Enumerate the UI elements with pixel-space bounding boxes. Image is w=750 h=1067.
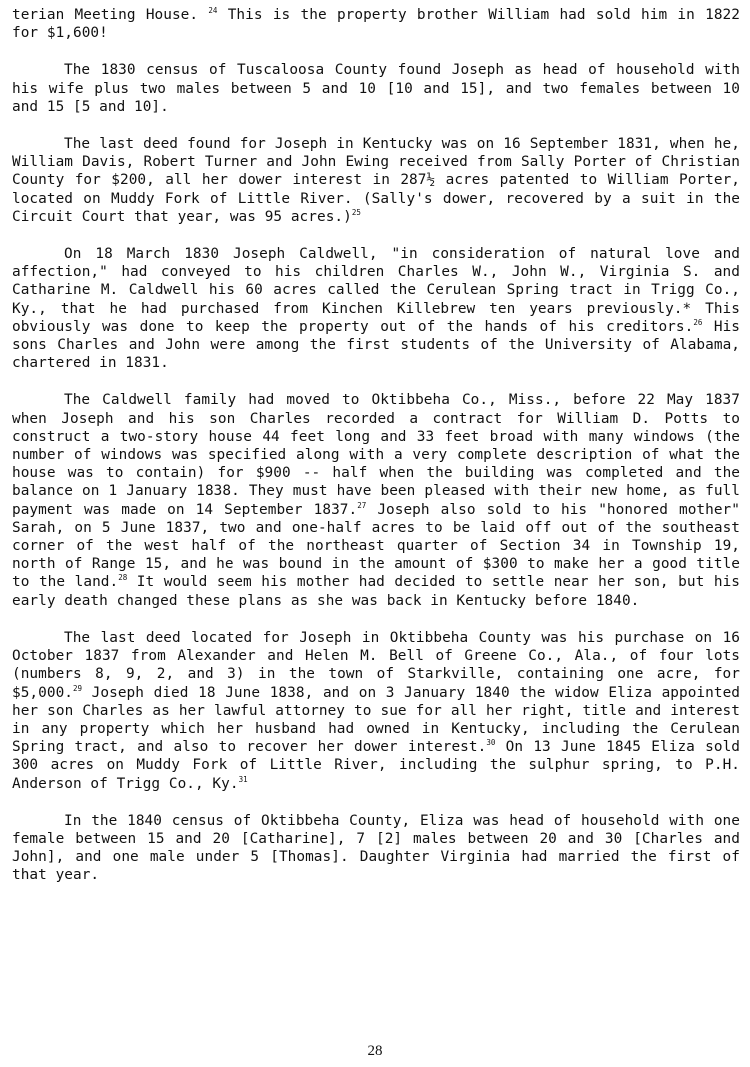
paragraph-text: Joseph also sold to his "honored mother" Sarah, on 5 June 1837, two and one-half acres to be laid off out of the southeast corner of the west half of the northeast quarter of Section 34 in Township 19, north of Range 15, and he was bound in the amount of $300 to make her a good title to the land. <box>12 501 740 591</box>
paragraph-2 <box>12 61 740 116</box>
footnote-ref: 31 <box>238 774 248 784</box>
paragraph-text: This is the property brother William had sold him in 1822 for $1,600! <box>12 7 740 42</box>
footnote-ref: 27 <box>357 500 367 510</box>
footnote-ref: 29 <box>73 683 83 693</box>
paragraph-text: Joseph died 18 June 1838, and on 3 January 1840 the widow Eliza appointed her son Charles as her lawful attorney to sue for all her right, title and interest in any property which her husband had owned in Kentucky, including the Cerulean Spring tract, and also to recover her dower interest. <box>12 684 740 756</box>
footnote-ref: 26 <box>693 317 703 327</box>
paragraph-text: In the 1840 census of Oktibbeha County, Eliza was head of household with one female between 15 and 20 [Catharine], 7 [2] males between 20 and 30 [Charles and John], and one male under 5 [Thomas]. Daughter Virginia had married the first of that year. <box>12 812 740 884</box>
paragraph-text: On 18 March 1830 Joseph Caldwell, "in consideration of natural love and affection," had conveyed to his children Charles W., John W., Virginia S. and Catharine M. Caldwell his 60 acres called the Cerulean Spring tract in Trigg Co., Ky., that he had purchased from Kinchen Killebrew ten years previously.* This obviously was done to keep the property out of the hands of his creditors. <box>12 246 740 335</box>
paragraph-text: His sons Charles and John were among the first students of the University of Alabama, chartered in 1831. <box>12 318 741 372</box>
paragraph-text: The last deed found for Joseph in Kentucky was on 16 September 1831, when he, William Davis, Robert Turner and John Ewing received from Sally Porter of Christian County for $200, all her dower interest in 287½ acres patented to William Porter, located on Muddy Fork of Little River. (Sally's dower, recovered by a suit in the Circuit Court that year, was 95 acres.) <box>12 136 740 225</box>
paragraph-4 <box>12 245 740 372</box>
paragraph-text: The last deed located for Joseph in Oktibbeha County was his purchase on 16 October 1837 from Alexander and Helen M. Bell of Greene Co., Ala., of four lots (numbers 8, 9, 2, and 3) in the town of Starkville, containing one acre, for $5,000. <box>12 629 740 701</box>
paragraph-7 <box>12 812 740 885</box>
paragraph-text: It would seem his mother had decided to settle near her son, but his early death changed these plans as she was back in Kentucky before 1840. <box>12 574 740 609</box>
paragraph-text: The Caldwell family had moved to Oktibbeha Co., Miss., before 22 May 1837 when Joseph and his son Charles recorded a contract for William D. Potts to construct a two-story house 44 feet long and 33 feet broad with many windows (the number of windows was specified along with a very complete description of what the house was to contain) for $900 -- half when the building was completed and the balance on 1 January 1838. They must have been pleased with their new home, as full payment was made on 14 September 1837. <box>12 392 740 518</box>
paragraph-text: On 13 June 1845 Eliza sold 300 acres on Muddy Fork of Little River, including the sulphur spring, to P.H. Anderson of Trigg Co., Ky. <box>12 739 740 792</box>
paragraph-3 <box>12 135 740 226</box>
paragraph-text: terian Meeting House. <box>12 7 209 23</box>
footnote-ref: 30 <box>486 738 496 748</box>
paragraph-6 <box>12 629 740 793</box>
footnote-ref: 25 <box>351 207 361 217</box>
document-page <box>12 6 740 904</box>
paragraph-5 <box>12 391 740 609</box>
footnote-ref: 28 <box>118 573 128 583</box>
paragraph-1 <box>12 6 740 42</box>
footnote-ref: 24 <box>208 6 218 15</box>
paragraph-text: The 1830 census of Tuscaloosa County found Joseph as head of household with his wife plus two males between 5 and 10 [10 and 15], and two females between 10 and 15 [5 and 10]. <box>12 62 740 115</box>
page-number: 28 <box>367 1043 383 1059</box>
